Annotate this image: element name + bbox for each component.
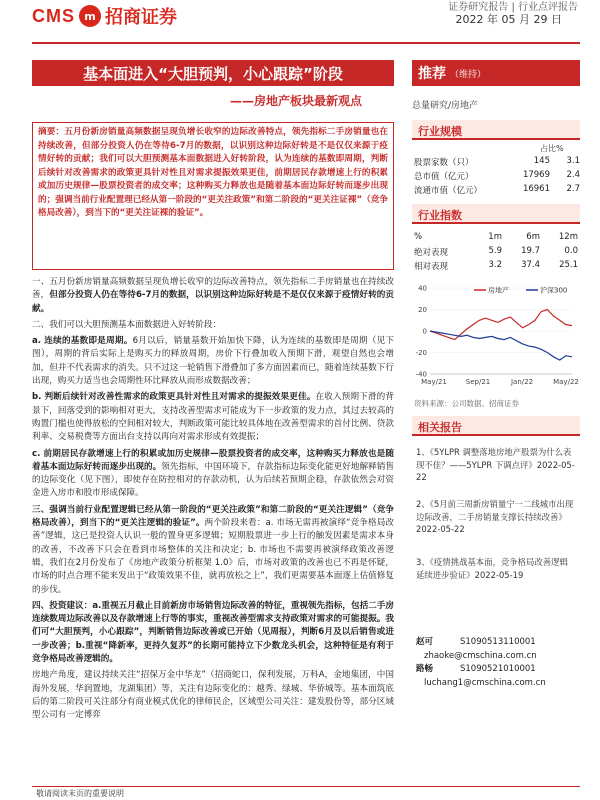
y-tick-label: 0 [422, 327, 427, 336]
footer-divider [32, 786, 580, 787]
logo-text-en: CMS [32, 5, 75, 26]
section-head-related: 相关报告 [412, 416, 580, 436]
body-paragraph: 一、五月份新房销量高频数据呈现负增长收窄的边际改善特点，领先指标二手房销量也在持续改善，但部分投资人仍在等待6-7月的数据，以识别这种边际好转是不是仅仅来源于疫情好转的贡献。 [32, 277, 394, 314]
x-tick-label: Sep/21 [465, 378, 491, 386]
chart-axes [416, 285, 579, 387]
body-paragraph: 三、强调当前行业配置逻辑已经从第一阶段的“更关注政策”和第二阶段的“更关注逻辑”（竞争格局改善），到当下的“更关注逻辑的验证”。两个阶段来看：a. 市场无需再被演绎“竞争格局改善”逻辑，这已是投资人认识一般的置身更多逻辑；短期股票进一步上行的触发因素是需求本身的改善，不改善下只会在看到市场整体的关注和决定；b. 市场也不需要再被演绎政策改善逻辑，我们在2月份发布了《房地产政策分析框架 1.0》后，市场对政策的改善也已不再是怀疑，市场的时点合理不能来发出于“政策效果不佳，就再放松之上”，我们更需要基本面逐上估值修复的步伐。 [32, 504, 394, 595]
y-tick-label: 20 [418, 306, 427, 314]
index-line-chart [412, 282, 580, 392]
legend-label: 沪深300 [540, 286, 568, 295]
chart-legend [474, 286, 567, 295]
rating-sub: （维持） [450, 69, 487, 80]
perf-row: 绝对表现 5.9 19.7 0.0 [414, 246, 578, 258]
perf-header-row: % 1m 6m 12m [414, 232, 578, 242]
scale-row: 流通市值（亿元） 16961 2.7 [414, 184, 580, 196]
body-paragraph: 房地产角度，建议持续关注“招保万金中华龙”（招商蛇口，保利发展，万科A，金地集团，中国海外发展，华润置地，龙湖集团）等，关注有边际变化的：越秀、绿城、华侨城等。基本面筑底后的第二阶段可关注部分有商业模式优化的律师民企，区域型公司关注：建发股份等，部分区域型公司有一定博弈 [32, 670, 394, 721]
rating-badge [412, 60, 580, 86]
analyst-row: 赵可 S1090513110001 [416, 637, 536, 647]
report-category: 总量研究/房地产 [412, 101, 479, 111]
y-tick-label: -40 [415, 370, 427, 379]
analyst-email[interactable]: luchang1@cmschina.com.cn [424, 677, 546, 688]
logo-text-cn: 招商证券 [105, 7, 177, 28]
logo-badge-icon: m [79, 5, 101, 27]
report-body [32, 276, 394, 726]
report-title: 基本面进入“大胆预判，小心跟踪”阶段 [32, 60, 394, 86]
y-tick-label: 40 [418, 284, 427, 293]
analyst-row: 路畅 S1090521010001 [416, 664, 536, 674]
x-tick-label: Jan/22 [510, 378, 534, 386]
footer-note: 敬请阅读末页的重要说明 [36, 789, 124, 798]
x-tick-label: May/22 [553, 378, 579, 386]
report-date: 2022 年 05 月 29 日 [455, 13, 562, 26]
analyst-email[interactable]: zhaoke@cmschina.com.cn [424, 650, 537, 661]
legend-label: 房地产 [488, 286, 509, 295]
y-tick-label: -20 [415, 349, 427, 357]
body-paragraph: c. 前期居民存款增速上行的积累或加历史规律—股票投资者的成交率，这种购买力释放也是随着基本面边际好转而逐步出现的。领先指标，中国环境下，存款指标边际变化能更好地解释销售的边际变化（见下图），即使存在防控相对的存款动机，认为后续若预期企稳，存款依然会对资金进入房市和股市形成保障。 [32, 448, 394, 499]
scale-unit: 占比% [540, 144, 564, 153]
report-type: 证券研究报告 | 行业点评报告 [448, 2, 578, 13]
abstract-box: 摘要：五月份新房销量高频数据呈现负增长收窄的边际改善特点，领先指标二手房销量也在持续改善，但部分投资人仍在等待6-7月的数据，以识别这种边际好转是不是仅仅来源于疫情好转的贡献；我们可以大胆预测基本面数据进入好转阶段，认为连续的基数即周期，判断后续针对改善需求的政策更具针对性且对需求提振效果更佳，前期居民存款增速上行的积累或加历史规律—股票投资者的成交率；这种购买力释放也是随着基本面边际好转而逐步出现的；强调当前行业配置理已经从第一阶段的“更关注政策”和第二阶段的“更关注证裸”（竞争格局改善），到当下的“更关注证裸的验证”。 [32, 122, 394, 270]
body-paragraph: 四、投资建议：a.重视五月截止目前新房市场销售边际改善的特征，重视领先指标，包括二手房连续数周边际改善以及存款增速上行等的事实，重视改善型需求支持政策对需求的可能提振。我们可“大胆预判，小心跟踪”，判断销售边际改善或已开始（见周报），判断6月及以后销售或进一步改善；b.重视“降新率，更持久复苏”的长期可能持立下少数龙头机会，这种特征是有利于竞争格局改善逻辑的。 [32, 600, 394, 665]
related-report-link[interactable]: 2、《5月前三周新房销量宁一二线城市出现边际改善，二手房销量支撑长持续改善》2022-05-22 [416, 499, 574, 534]
company-logo [32, 4, 177, 28]
rating-label: 推荐 [418, 66, 446, 82]
chart-source: 资料来源：公司数据、招商证券 [414, 399, 519, 408]
body-paragraph: 二、我们可以大胆预测基本面数据进入好转阶段： [32, 319, 222, 330]
series-line-2 [430, 331, 572, 360]
section-head-scale: 行业规模 [412, 120, 580, 140]
analyst-block [416, 636, 580, 690]
scale-row: 总市值（亿元） 17969 2.4 [414, 170, 580, 182]
body-paragraph: a. 连续的基数即是周期。6月以后，销量基数开始加快下降，认为连续的基数即是周期（见下图），周期的背后实际上是购买力的释放周期，房价下行叠加收入预期下滑，观望自然也会增加，但并不代表需求的消失。只不过这一轮销售下滑叠加了多方面因素而已，随着连续基数下行出现，购买力适当也会周期性环比释放从而形成数据改善； [32, 336, 394, 387]
body-paragraph: b. 判断后续针对改善性需求的政策更具针对性且对需求的提振效果更佳。在收入预期下滑的背景下，回落受到的影响相对更大，支持改善型需求可能成为下一步政策的发力点，其过去较高的购置门槛也使得放松的空间相对较大，判断政策可能比较具体地在改善型需求的首付比例、贷款利率、交易税费等方面出台支持以再向对需求形成有效提振； [32, 392, 394, 443]
perf-row: 相对表现 3.2 37.4 25.1 [414, 260, 578, 272]
related-report-link[interactable]: 3、《疫情挑战基本面，竞争格局改善逻辑延续进步验证》2022-05-19 [416, 557, 568, 580]
scale-row: 股票家数（只） 145 3.1 [414, 156, 580, 168]
x-tick-label: May/21 [421, 378, 447, 386]
report-subtitle: ——房地产板块最新观点 [230, 94, 363, 108]
section-head-performance: 行业指数 [412, 204, 580, 224]
header-divider [32, 42, 580, 44]
related-report-link[interactable]: 1、《5YLPR 调整落地房地产股票为什么表现不佳？——5YLPR 下调点评》2022-05-22 [416, 447, 575, 482]
